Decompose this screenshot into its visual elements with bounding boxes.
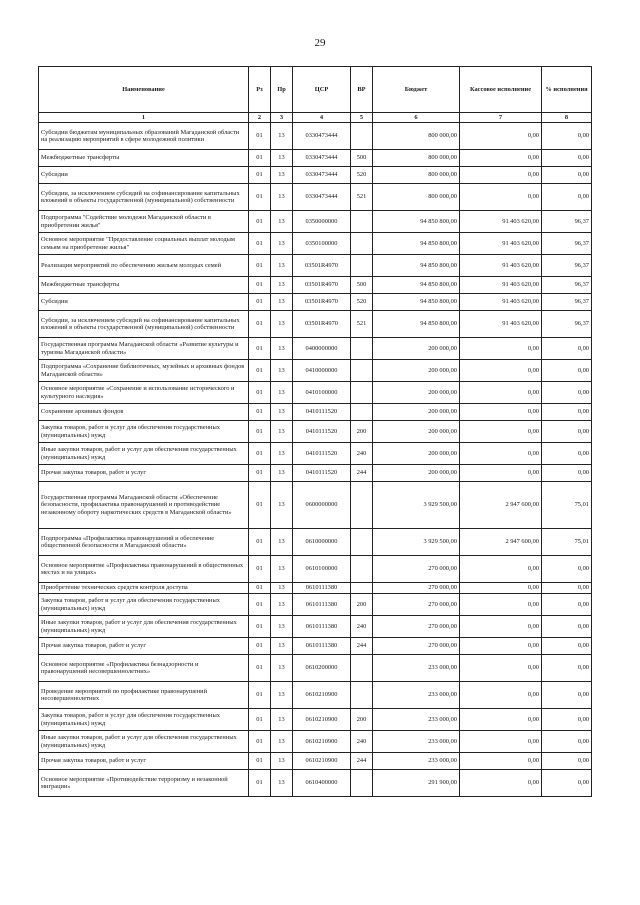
row-vr-cell bbox=[351, 404, 373, 421]
row-pr-cell: 13 bbox=[271, 338, 293, 360]
row-pr-cell: 13 bbox=[271, 770, 293, 797]
row-name-cell: Прочая закупка товаров, работ и услуг bbox=[39, 465, 249, 482]
row-budget-cell: 94 850 800,00 bbox=[373, 211, 460, 233]
row-percent-cell: 0,00 bbox=[542, 421, 592, 443]
column-number: 7 bbox=[460, 113, 542, 123]
row-percent-cell: 0,00 bbox=[542, 167, 592, 184]
row-vr-cell: 500 bbox=[351, 150, 373, 167]
row-vr-cell bbox=[351, 338, 373, 360]
row-executed-cell: 91 403 620,00 bbox=[460, 211, 542, 233]
row-name-cell: Прочая закупка товаров, работ и услуг bbox=[39, 638, 249, 655]
row-percent-cell: 0,00 bbox=[542, 770, 592, 797]
row-executed-cell: 0,00 bbox=[460, 655, 542, 682]
row-executed-cell: 0,00 bbox=[460, 731, 542, 753]
table-row bbox=[39, 184, 592, 211]
row-vr-cell: 200 bbox=[351, 709, 373, 731]
row-percent-cell: 0,00 bbox=[542, 731, 592, 753]
row-csr-cell: 0410100000 bbox=[293, 382, 351, 404]
row-percent-cell: 0,00 bbox=[542, 465, 592, 482]
row-csr-cell: 0350100000 bbox=[293, 233, 351, 255]
table-row bbox=[39, 770, 592, 797]
row-rz-cell: 01 bbox=[249, 338, 271, 360]
row-budget-cell: 233 000,00 bbox=[373, 709, 460, 731]
row-rz-cell: 01 bbox=[249, 753, 271, 770]
table-row bbox=[39, 482, 592, 529]
header-budget: Бюджет bbox=[373, 67, 460, 113]
row-budget-cell: 200 000,00 bbox=[373, 338, 460, 360]
table-row bbox=[39, 255, 592, 277]
table-row bbox=[39, 338, 592, 360]
column-number: 3 bbox=[271, 113, 293, 123]
column-number: 5 bbox=[351, 113, 373, 123]
row-pr-cell: 13 bbox=[271, 211, 293, 233]
row-name-cell: Приобретение технических средств контроля доступа bbox=[39, 583, 249, 594]
row-name-cell: Субсидии bbox=[39, 167, 249, 184]
column-number: 4 bbox=[293, 113, 351, 123]
row-executed-cell: 0,00 bbox=[460, 465, 542, 482]
row-executed-cell: 0,00 bbox=[460, 184, 542, 211]
row-executed-cell: 91 403 620,00 bbox=[460, 311, 542, 338]
table-row bbox=[39, 594, 592, 616]
row-executed-cell: 0,00 bbox=[460, 360, 542, 382]
budget-execution-table bbox=[38, 66, 592, 797]
row-percent-cell: 75,01 bbox=[542, 482, 592, 529]
row-percent-cell: 0,00 bbox=[542, 638, 592, 655]
row-rz-cell: 01 bbox=[249, 404, 271, 421]
table-row bbox=[39, 123, 592, 150]
row-percent-cell: 0,00 bbox=[542, 616, 592, 638]
row-vr-cell bbox=[351, 770, 373, 797]
table-row bbox=[39, 616, 592, 638]
row-pr-cell: 13 bbox=[271, 255, 293, 277]
row-csr-cell: 0330473444 bbox=[293, 184, 351, 211]
row-name-cell: Подпрограмма "Содействие молодежи Магаданской области в приобретении жилья" bbox=[39, 211, 249, 233]
row-executed-cell: 0,00 bbox=[460, 583, 542, 594]
row-pr-cell: 13 bbox=[271, 123, 293, 150]
row-executed-cell: 0,00 bbox=[460, 382, 542, 404]
row-percent-cell: 0,00 bbox=[542, 556, 592, 583]
row-rz-cell: 01 bbox=[249, 311, 271, 338]
row-csr-cell: 03501R4970 bbox=[293, 255, 351, 277]
row-executed-cell: 0,00 bbox=[460, 123, 542, 150]
row-name-cell: Основное мероприятие «Сохранение и использование исторического и культурного наследия» bbox=[39, 382, 249, 404]
row-vr-cell: 200 bbox=[351, 594, 373, 616]
row-pr-cell: 13 bbox=[271, 482, 293, 529]
row-percent-cell: 0,00 bbox=[542, 382, 592, 404]
row-pr-cell: 13 bbox=[271, 709, 293, 731]
row-pr-cell: 13 bbox=[271, 638, 293, 655]
table-row bbox=[39, 443, 592, 465]
row-csr-cell: 03501R4970 bbox=[293, 277, 351, 294]
row-name-cell: Межбюджетные трансферты bbox=[39, 277, 249, 294]
row-name-cell: Основное мероприятие "Предоставление социальных выплат молодым семьям на приобретение жилья" bbox=[39, 233, 249, 255]
table-row bbox=[39, 404, 592, 421]
row-csr-cell: 0600000000 bbox=[293, 482, 351, 529]
row-rz-cell: 01 bbox=[249, 655, 271, 682]
row-percent-cell: 96,37 bbox=[542, 311, 592, 338]
row-pr-cell: 13 bbox=[271, 184, 293, 211]
row-csr-cell: 0610210900 bbox=[293, 753, 351, 770]
column-number: 2 bbox=[249, 113, 271, 123]
row-pr-cell: 13 bbox=[271, 233, 293, 255]
row-pr-cell: 13 bbox=[271, 294, 293, 311]
row-csr-cell: 0610111380 bbox=[293, 616, 351, 638]
row-budget-cell: 800 000,00 bbox=[373, 123, 460, 150]
row-name-cell: Государственная программа Магаданской области «Обеспечение безопасности, профилактика правонарушений и противодействие незаконному обороту наркотических средств в Магаданской области» bbox=[39, 482, 249, 529]
row-vr-cell: 200 bbox=[351, 421, 373, 443]
row-pr-cell: 13 bbox=[271, 311, 293, 338]
row-percent-cell: 0,00 bbox=[542, 404, 592, 421]
row-rz-cell: 01 bbox=[249, 465, 271, 482]
row-pr-cell: 13 bbox=[271, 731, 293, 753]
row-rz-cell: 01 bbox=[249, 616, 271, 638]
row-pr-cell: 13 bbox=[271, 360, 293, 382]
row-pr-cell: 13 bbox=[271, 556, 293, 583]
row-csr-cell: 03501R4970 bbox=[293, 294, 351, 311]
table-row bbox=[39, 311, 592, 338]
table-row bbox=[39, 638, 592, 655]
row-name-cell: Проведение мероприятий по профилактике правонарушений несовершеннолетних bbox=[39, 682, 249, 709]
row-name-cell: Иные закупки товаров, работ и услуг для обеспечения государственных (муниципальных) нужд bbox=[39, 443, 249, 465]
header-percent: % исполнения bbox=[542, 67, 592, 113]
table-row bbox=[39, 277, 592, 294]
row-pr-cell: 13 bbox=[271, 167, 293, 184]
row-rz-cell: 01 bbox=[249, 277, 271, 294]
header-rz: Рз bbox=[249, 67, 271, 113]
row-name-cell: Межбюджетные трансферты bbox=[39, 150, 249, 167]
row-vr-cell bbox=[351, 211, 373, 233]
row-rz-cell: 01 bbox=[249, 638, 271, 655]
row-executed-cell: 91 403 620,00 bbox=[460, 255, 542, 277]
row-executed-cell: 0,00 bbox=[460, 150, 542, 167]
row-percent-cell: 96,37 bbox=[542, 255, 592, 277]
row-name-cell: Субсидии, за исключением субсидий на софинансирование капитальных вложений в объекты государственной (муниципальной) собственности bbox=[39, 311, 249, 338]
row-vr-cell bbox=[351, 360, 373, 382]
row-rz-cell: 01 bbox=[249, 184, 271, 211]
row-name-cell: Иные закупки товаров, работ и услуг для обеспечения государственных (муниципальных) нужд bbox=[39, 616, 249, 638]
table-row bbox=[39, 682, 592, 709]
row-executed-cell: 2 947 600,00 bbox=[460, 529, 542, 556]
row-name-cell: Подпрограмма «Профилактика правонарушений и обеспечение общественной безопасности в Магаданской области» bbox=[39, 529, 249, 556]
row-percent-cell: 96,37 bbox=[542, 277, 592, 294]
table-row bbox=[39, 465, 592, 482]
row-name-cell: Закупка товаров, работ и услуг для обеспечения государственных (муниципальных) нужд bbox=[39, 709, 249, 731]
row-budget-cell: 94 850 800,00 bbox=[373, 294, 460, 311]
row-percent-cell: 0,00 bbox=[542, 709, 592, 731]
row-name-cell: Основное мероприятие «Профилактика правонарушений в общественных местах и на улицах» bbox=[39, 556, 249, 583]
row-csr-cell: 0610111380 bbox=[293, 638, 351, 655]
row-vr-cell: 240 bbox=[351, 731, 373, 753]
row-vr-cell bbox=[351, 556, 373, 583]
row-executed-cell: 91 403 620,00 bbox=[460, 233, 542, 255]
row-budget-cell: 94 850 800,00 bbox=[373, 233, 460, 255]
row-executed-cell: 91 403 620,00 bbox=[460, 294, 542, 311]
row-vr-cell bbox=[351, 255, 373, 277]
table-row bbox=[39, 360, 592, 382]
row-rz-cell: 01 bbox=[249, 123, 271, 150]
row-rz-cell: 01 bbox=[249, 556, 271, 583]
row-budget-cell: 94 850 800,00 bbox=[373, 277, 460, 294]
row-pr-cell: 13 bbox=[271, 404, 293, 421]
row-csr-cell: 0610111380 bbox=[293, 594, 351, 616]
row-vr-cell: 521 bbox=[351, 311, 373, 338]
row-name-cell: Основное мероприятие «Профилактика безнадзорности и правонарушений несовершеннолетних» bbox=[39, 655, 249, 682]
row-budget-cell: 233 000,00 bbox=[373, 682, 460, 709]
row-budget-cell: 200 000,00 bbox=[373, 421, 460, 443]
row-budget-cell: 270 000,00 bbox=[373, 638, 460, 655]
row-budget-cell: 233 000,00 bbox=[373, 753, 460, 770]
row-vr-cell: 520 bbox=[351, 167, 373, 184]
row-name-cell: Сохранение архивных фондов bbox=[39, 404, 249, 421]
row-budget-cell: 200 000,00 bbox=[373, 443, 460, 465]
row-vr-cell bbox=[351, 655, 373, 682]
row-pr-cell: 13 bbox=[271, 443, 293, 465]
row-executed-cell: 91 403 620,00 bbox=[460, 277, 542, 294]
row-rz-cell: 01 bbox=[249, 682, 271, 709]
row-budget-cell: 233 000,00 bbox=[373, 655, 460, 682]
row-pr-cell: 13 bbox=[271, 655, 293, 682]
header-executed: Кассовое исполнение bbox=[460, 67, 542, 113]
row-csr-cell: 0610210900 bbox=[293, 682, 351, 709]
header-row bbox=[39, 67, 592, 113]
row-percent-cell: 0,00 bbox=[542, 338, 592, 360]
row-name-cell: Закупка товаров, работ и услуг для обеспечения государственных (муниципальных) нужд bbox=[39, 421, 249, 443]
row-csr-cell: 0610210900 bbox=[293, 731, 351, 753]
table-row bbox=[39, 211, 592, 233]
row-csr-cell: 0400000000 bbox=[293, 338, 351, 360]
row-vr-cell: 244 bbox=[351, 753, 373, 770]
row-budget-cell: 270 000,00 bbox=[373, 556, 460, 583]
row-pr-cell: 13 bbox=[271, 594, 293, 616]
table-body bbox=[39, 123, 592, 797]
row-name-cell: Государственная программа Магаданской области «Развитие культуры и туризма Магаданской области» bbox=[39, 338, 249, 360]
row-executed-cell: 2 947 600,00 bbox=[460, 482, 542, 529]
row-name-cell: Реализация мероприятий по обеспечению жильем молодых семей bbox=[39, 255, 249, 277]
row-budget-cell: 270 000,00 bbox=[373, 594, 460, 616]
page-number: 29 bbox=[314, 37, 326, 49]
row-csr-cell: 0610000000 bbox=[293, 529, 351, 556]
row-rz-cell: 01 bbox=[249, 770, 271, 797]
row-rz-cell: 01 bbox=[249, 233, 271, 255]
header-name: Наименование bbox=[39, 67, 249, 113]
row-rz-cell: 01 bbox=[249, 211, 271, 233]
row-percent-cell: 0,00 bbox=[542, 150, 592, 167]
row-rz-cell: 01 bbox=[249, 150, 271, 167]
table-row bbox=[39, 655, 592, 682]
row-percent-cell: 0,00 bbox=[542, 682, 592, 709]
row-executed-cell: 0,00 bbox=[460, 770, 542, 797]
row-name-cell: Субсидии бюджетам муниципальных образований Магаданской области на реализацию мероприятий в сфере молодежной политики bbox=[39, 123, 249, 150]
row-percent-cell: 0,00 bbox=[542, 753, 592, 770]
row-percent-cell: 75,01 bbox=[542, 529, 592, 556]
row-csr-cell: 03501R4970 bbox=[293, 311, 351, 338]
row-vr-cell: 244 bbox=[351, 465, 373, 482]
row-executed-cell: 0,00 bbox=[460, 404, 542, 421]
row-rz-cell: 01 bbox=[249, 294, 271, 311]
row-csr-cell: 0410111520 bbox=[293, 404, 351, 421]
row-budget-cell: 200 000,00 bbox=[373, 404, 460, 421]
column-number: 6 bbox=[373, 113, 460, 123]
row-percent-cell: 0,00 bbox=[542, 655, 592, 682]
table-row bbox=[39, 583, 592, 594]
row-pr-cell: 13 bbox=[271, 382, 293, 404]
row-vr-cell bbox=[351, 529, 373, 556]
row-budget-cell: 270 000,00 bbox=[373, 583, 460, 594]
row-vr-cell: 240 bbox=[351, 443, 373, 465]
row-percent-cell: 0,00 bbox=[542, 594, 592, 616]
table-row bbox=[39, 529, 592, 556]
row-executed-cell: 0,00 bbox=[460, 556, 542, 583]
row-rz-cell: 01 bbox=[249, 482, 271, 529]
row-vr-cell: 500 bbox=[351, 277, 373, 294]
table-row bbox=[39, 709, 592, 731]
row-executed-cell: 0,00 bbox=[460, 338, 542, 360]
row-percent-cell: 96,37 bbox=[542, 233, 592, 255]
row-vr-cell: 244 bbox=[351, 638, 373, 655]
table-row bbox=[39, 382, 592, 404]
row-budget-cell: 3 929 500,00 bbox=[373, 529, 460, 556]
row-pr-cell: 13 bbox=[271, 616, 293, 638]
row-csr-cell: 0410111520 bbox=[293, 465, 351, 482]
row-rz-cell: 01 bbox=[249, 360, 271, 382]
row-vr-cell bbox=[351, 382, 373, 404]
row-rz-cell: 01 bbox=[249, 382, 271, 404]
row-csr-cell: 0410111520 bbox=[293, 443, 351, 465]
row-name-cell: Субсидии, за исключением субсидий на софинансирование капитальных вложений в объекты государственной (муниципальной) собственности bbox=[39, 184, 249, 211]
row-vr-cell: 240 bbox=[351, 616, 373, 638]
row-rz-cell: 01 bbox=[249, 443, 271, 465]
row-csr-cell: 0350000000 bbox=[293, 211, 351, 233]
row-budget-cell: 3 929 500,00 bbox=[373, 482, 460, 529]
row-budget-cell: 94 850 800,00 bbox=[373, 311, 460, 338]
row-rz-cell: 01 bbox=[249, 594, 271, 616]
row-executed-cell: 0,00 bbox=[460, 709, 542, 731]
row-csr-cell: 0330473444 bbox=[293, 123, 351, 150]
row-pr-cell: 13 bbox=[271, 465, 293, 482]
row-csr-cell: 0410000000 bbox=[293, 360, 351, 382]
header-vr: ВР bbox=[351, 67, 373, 113]
table-row bbox=[39, 753, 592, 770]
row-name-cell: Прочая закупка товаров, работ и услуг bbox=[39, 753, 249, 770]
row-name-cell: Иные закупки товаров, работ и услуг для обеспечения государственных (муниципальных) нужд bbox=[39, 731, 249, 753]
row-pr-cell: 13 bbox=[271, 529, 293, 556]
row-percent-cell: 96,37 bbox=[542, 211, 592, 233]
row-percent-cell: 0,00 bbox=[542, 443, 592, 465]
row-budget-cell: 291 900,00 bbox=[373, 770, 460, 797]
row-name-cell: Закупка товаров, работ и услуг для обеспечения государственных (муниципальных) нужд bbox=[39, 594, 249, 616]
row-executed-cell: 0,00 bbox=[460, 638, 542, 655]
column-number-row bbox=[39, 113, 592, 123]
row-csr-cell: 0610400000 bbox=[293, 770, 351, 797]
table-row bbox=[39, 294, 592, 311]
row-name-cell: Субсидии bbox=[39, 294, 249, 311]
header-pr: Пр bbox=[271, 67, 293, 113]
row-rz-cell: 01 bbox=[249, 421, 271, 443]
row-percent-cell: 96,37 bbox=[542, 294, 592, 311]
row-pr-cell: 13 bbox=[271, 277, 293, 294]
row-vr-cell: 521 bbox=[351, 184, 373, 211]
row-percent-cell: 0,00 bbox=[542, 123, 592, 150]
table-row bbox=[39, 421, 592, 443]
row-executed-cell: 0,00 bbox=[460, 682, 542, 709]
table-row bbox=[39, 150, 592, 167]
row-budget-cell: 200 000,00 bbox=[373, 360, 460, 382]
row-csr-cell: 0410111520 bbox=[293, 421, 351, 443]
table-row bbox=[39, 233, 592, 255]
row-percent-cell: 0,00 bbox=[542, 583, 592, 594]
row-csr-cell: 0610111380 bbox=[293, 583, 351, 594]
row-executed-cell: 0,00 bbox=[460, 616, 542, 638]
row-csr-cell: 0610200000 bbox=[293, 655, 351, 682]
row-name-cell: Основное мероприятие «Противодействие терроризму и незаконной миграции» bbox=[39, 770, 249, 797]
row-budget-cell: 800 000,00 bbox=[373, 150, 460, 167]
row-csr-cell: 0610100000 bbox=[293, 556, 351, 583]
table-row bbox=[39, 167, 592, 184]
row-vr-cell bbox=[351, 583, 373, 594]
table-row bbox=[39, 731, 592, 753]
row-budget-cell: 800 000,00 bbox=[373, 167, 460, 184]
row-budget-cell: 94 850 800,00 bbox=[373, 255, 460, 277]
row-rz-cell: 01 bbox=[249, 731, 271, 753]
column-number: 8 bbox=[542, 113, 592, 123]
row-budget-cell: 270 000,00 bbox=[373, 616, 460, 638]
row-pr-cell: 13 bbox=[271, 583, 293, 594]
row-pr-cell: 13 bbox=[271, 150, 293, 167]
row-budget-cell: 233 000,00 bbox=[373, 731, 460, 753]
column-number: 1 bbox=[39, 113, 249, 123]
row-rz-cell: 01 bbox=[249, 529, 271, 556]
row-pr-cell: 13 bbox=[271, 682, 293, 709]
row-vr-cell bbox=[351, 233, 373, 255]
row-csr-cell: 0330473444 bbox=[293, 167, 351, 184]
row-executed-cell: 0,00 bbox=[460, 753, 542, 770]
row-vr-cell: 520 bbox=[351, 294, 373, 311]
row-vr-cell bbox=[351, 682, 373, 709]
row-rz-cell: 01 bbox=[249, 255, 271, 277]
table-row bbox=[39, 556, 592, 583]
row-budget-cell: 200 000,00 bbox=[373, 465, 460, 482]
row-executed-cell: 0,00 bbox=[460, 594, 542, 616]
row-executed-cell: 0,00 bbox=[460, 167, 542, 184]
row-percent-cell: 0,00 bbox=[542, 360, 592, 382]
row-vr-cell bbox=[351, 123, 373, 150]
row-executed-cell: 0,00 bbox=[460, 443, 542, 465]
row-csr-cell: 0330473444 bbox=[293, 150, 351, 167]
row-executed-cell: 0,00 bbox=[460, 421, 542, 443]
row-rz-cell: 01 bbox=[249, 583, 271, 594]
row-budget-cell: 200 000,00 bbox=[373, 382, 460, 404]
row-csr-cell: 0610210900 bbox=[293, 709, 351, 731]
row-rz-cell: 01 bbox=[249, 167, 271, 184]
row-pr-cell: 13 bbox=[271, 753, 293, 770]
row-rz-cell: 01 bbox=[249, 709, 271, 731]
header-csr: ЦСР bbox=[293, 67, 351, 113]
row-vr-cell bbox=[351, 482, 373, 529]
row-name-cell: Подпрограмма «Сохранение библиотечных, музейных и архивных фондов Магаданской области» bbox=[39, 360, 249, 382]
row-budget-cell: 800 000,00 bbox=[373, 184, 460, 211]
row-pr-cell: 13 bbox=[271, 421, 293, 443]
row-percent-cell: 0,00 bbox=[542, 184, 592, 211]
